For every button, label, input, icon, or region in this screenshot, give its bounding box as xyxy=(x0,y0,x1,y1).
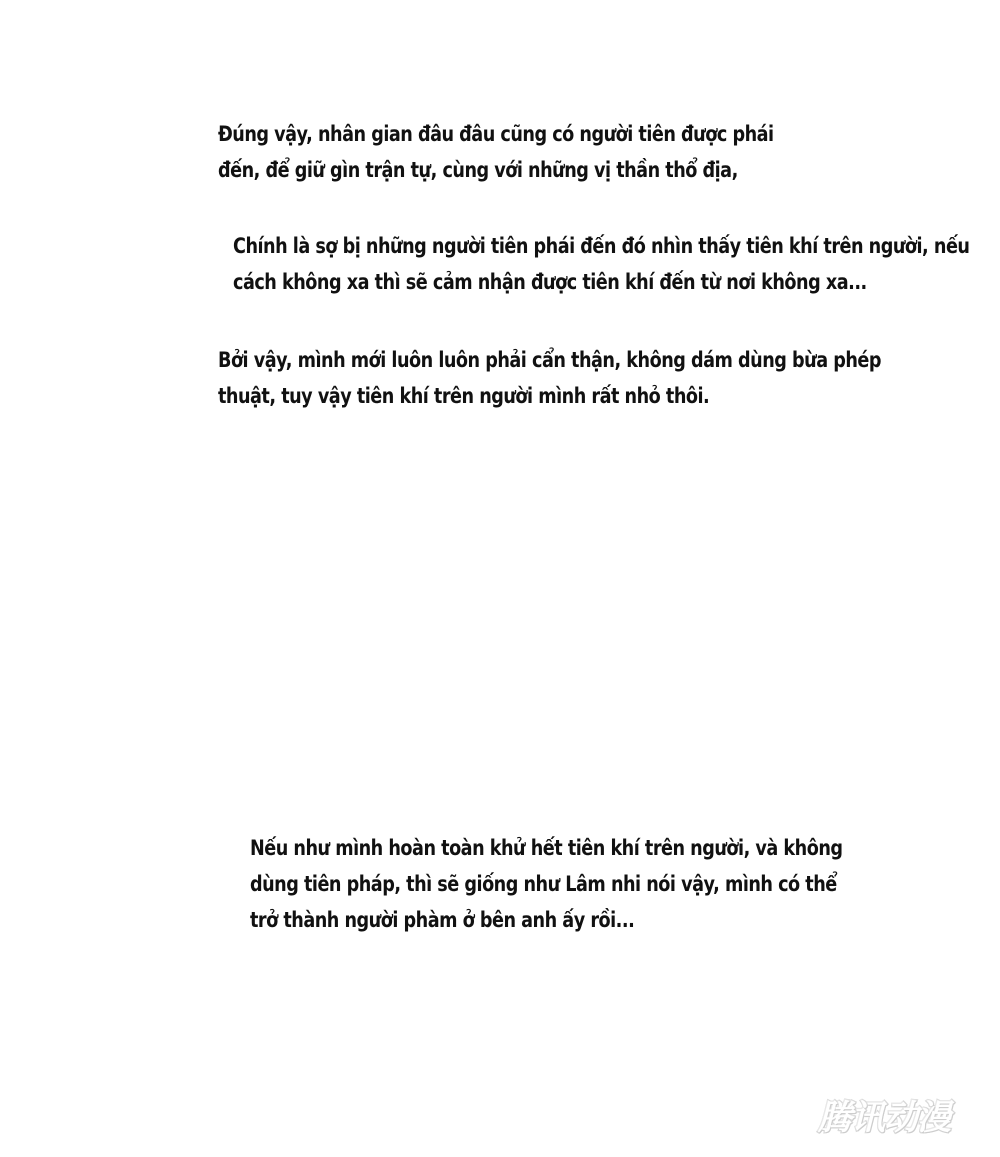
caption-line: trở thành người phàm ở bên anh ấy rồi... xyxy=(250,908,635,932)
caption-line: thuật, tuy vậy tiên khí trên người mình rất nhỏ thôi. xyxy=(218,384,710,408)
publisher-watermark-logo: 腾讯动漫 xyxy=(818,1097,950,1138)
caption-line: Đúng vậy, nhân gian đâu đâu cũng có người tiên được phái xyxy=(218,122,774,146)
caption-line: Bởi vậy, mình mới luôn luôn phải cẩn thận, không dám dùng bừa phép xyxy=(218,348,882,372)
narration-caption-3 xyxy=(218,342,881,414)
caption-line: đến, để giữ gìn trận tự, cùng với những vị thần thổ địa, xyxy=(218,158,738,182)
caption-line: dùng tiên pháp, thì sẽ giống như Lâm nhi nói vậy, mình có thể xyxy=(250,872,837,896)
caption-line: Chính là sợ bị những người tiên phái đến đó nhìn thấy tiên khí trên người, nếu xyxy=(233,234,970,258)
narration-caption-4 xyxy=(250,830,843,938)
narration-caption-1 xyxy=(218,116,774,188)
narration-caption-2 xyxy=(233,228,969,300)
caption-line: Nếu như mình hoàn toàn khử hết tiên khí trên người, và không xyxy=(250,836,843,860)
caption-line: cách không xa thì sẽ cảm nhận được tiên khí đến từ nơi không xa... xyxy=(233,270,867,294)
